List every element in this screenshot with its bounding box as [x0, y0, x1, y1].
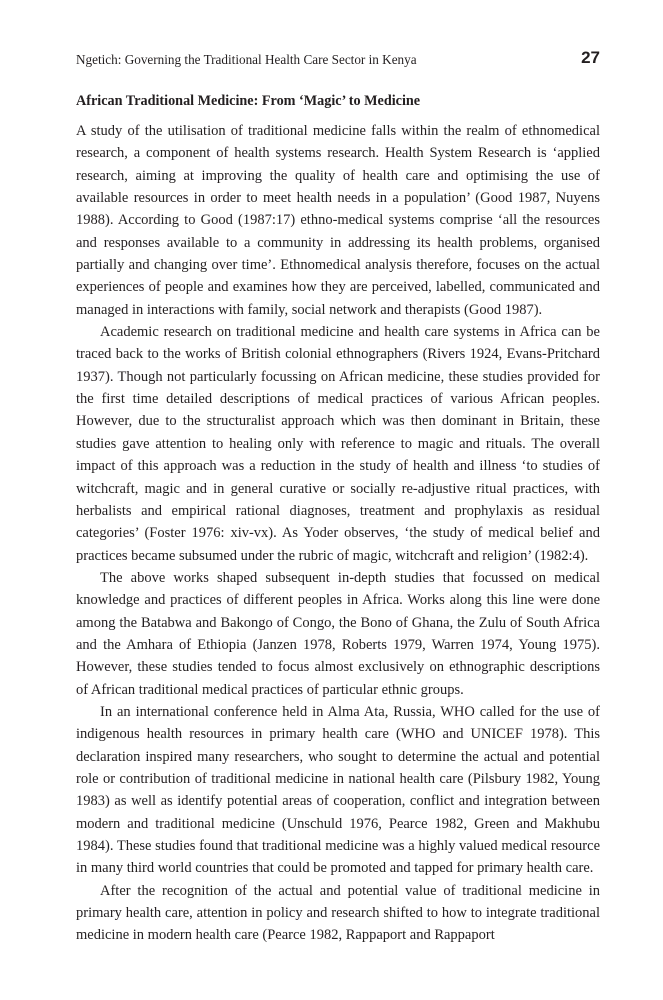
body-text — [76, 120, 600, 947]
paragraph-4: In an international conference held in Alma Ata, Russia, WHO called for the use of indigenous health resources in primary health care (WHO and UNICEF 1978). This declaration inspired many researchers, who sought to determine the actual and potential role or contribution of traditional medicine in national health care (Pilsbury 1982, Young 1983) as well as identify potential areas of cooperation, conflict and integration between modern and traditional medicine (Unschuld 1976, Pearce 1982, Green and Makhubu 1984). These studies found that traditional medicine was a highly valued medical resource in many third world countries that could be promoted and tapped for primary health care. — [76, 703, 600, 877]
document-page — [76, 0, 600, 1000]
paragraph-2: Academic research on traditional medicine and health care systems in Africa can be traced back to the works of British colonial ethnographers (Rivers 1924, Evans-Pritchard 1937). Though not particularly focussing on African medicine, these studies provided for the first time detailed descriptions of medical practices of various African peoples. However, due to the structuralist approach which was then dominant in Britain, these studies gave attention to healing only with reference to magic and rituals. The overall impact of this approach was a reduction in the study of health and illness ‘to studies of witchcraft, magic and in general curative or socially re-adjustive ritual practices, with herbalists and empirical rational diagnoses, treatment and prophylaxis as residual categories’ (Foster 1976: xiv-vx). As Yoder observes, ‘the study of medical belief and practices became subsumed under the rubric of magic, witchcraft and religion’ (1982:4). — [76, 324, 600, 564]
running-title: Ngetich: Governing the Traditional Health Care Sector in Kenya — [76, 52, 417, 67]
paragraph-1: A study of the utilisation of traditional medicine falls within the realm of ethnomedical research, a component of health systems research. Health System Research is ‘applied research, aiming at improving the quality of health care and optimising the use of available resources in order to meet health needs in a population’ (Good 1987, Nuyens 1988). According to Good (1987:17) ethno-medical systems comprise ‘all the resources and responses available to a community in addressing its health problems, organised partially and changing over time’. Ethnomedical analysis therefore, focuses on the actual experiences of people and examines how they are perceived, labelled, communicated and managed in interactions with family, social network and therapists (Good 1987). — [76, 123, 600, 318]
section-heading: African Traditional Medicine: From ‘Magic’ to Medicine — [76, 93, 421, 109]
paragraph-5: After the recognition of the actual and potential value of traditional medicine in primary health care, attention in policy and research shifted to how to integrate traditional medicine in modern health care (Pearce 1982, Rappaport and Rappaport — [76, 882, 600, 944]
paragraph-3: The above works shaped subsequent in-depth studies that focussed on medical knowledge and practices of different peoples in Africa. Works along this line were done among the Batabwa and Bakongo of Congo, the Bono of Ghana, the Zulu of South Africa and the Amhara of Ethiopia (Janzen 1978, Roberts 1979, Warren 1974, Young 1975). However, these studies tended to focus almost exclusively on ethnographic descriptions of African traditional medical practices of particular ethnic groups. — [76, 569, 600, 698]
page-number: 27 — [581, 48, 600, 67]
running-header — [76, 50, 600, 72]
